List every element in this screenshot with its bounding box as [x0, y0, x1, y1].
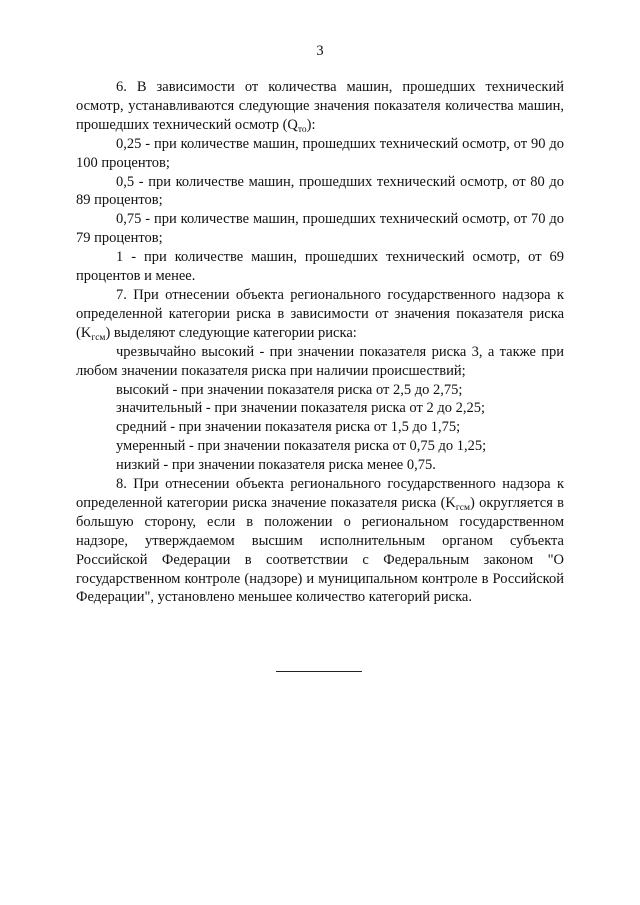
document-body [76, 78, 564, 607]
paragraph-8-tail: ) округляется в большую сторону, если в положении о региональном государственном надзоре, утверждаемом высшим исполнительным органом субъекта Российской Федерации в соответствии с Федеральным законом "О государственном контроле (надзоре) и муниципальном контроле в Российской Федерации", установлено меньшее количество категорий риска. [76, 494, 565, 606]
risk-category-medium: средний - при значении показателя риска от 1,5 до 1,75; [116, 419, 461, 436]
paragraph-8 [76, 475, 564, 607]
k-subscript: гсм [455, 502, 471, 513]
k-subscript: гсм [91, 332, 106, 343]
paragraph-7-intro [76, 286, 564, 343]
paragraph-6-intro-tail: ): [306, 116, 316, 133]
page-number: 3 [316, 43, 324, 59]
paragraph-7-intro-text: 7. При отнесении объекта регионального государственного надзора к определенной категории риска в зависимости от значения показателя риска (K [76, 286, 564, 341]
paragraph-6-intro-text: 6. В зависимости от количества машин, прошедших технический осмотр, устанавливаются следующие значения показателя количества машин, прошедших технический осмотр (Q [76, 79, 564, 133]
risk-category-extremely-high: чрезвычайно высокий - при значении показателя риска 3, а также при любом значении показателя риска при наличии происшествий; [76, 343, 564, 379]
paragraph-7-intro-tail: ) выделяют следующие категории риска: [105, 324, 357, 341]
paragraph-6-value-3: 0,75 - при количестве машин, прошедших технический осмотр, от 70 до 79 процентов; [76, 211, 564, 247]
paragraph-8-intro-text: 8. При отнесении объекта регионального государственного надзора к определенной категории риска значение показателя риска (K [76, 476, 564, 511]
paragraph-6-value-1: 0,25 - при количестве машин, прошедших технический осмотр, от 90 до 100 процентов; [76, 135, 564, 171]
paragraph-6-value-4: 1 - при количестве машин, прошедших технический осмотр, от 69 процентов и менее. [76, 249, 564, 285]
risk-category-significant: значительный - при значении показателя риска от 2 до 2,25; [116, 400, 485, 417]
paragraph-6-intro [76, 78, 564, 135]
risk-category-moderate: умеренный - при значении показателя риска от 0,75 до 1,25; [116, 438, 487, 455]
paragraph-6-value-2: 0,5 - при количестве машин, прошедших технический осмотр, от 80 до 89 процентов; [76, 173, 564, 209]
risk-category-high: высокий - при значении показателя риска от 2,5 до 2,75; [116, 381, 463, 398]
end-of-document-rule [276, 671, 362, 672]
q-subscript: то [297, 124, 307, 135]
risk-category-low: низкий - при значении показателя риска менее 0,75. [116, 457, 436, 474]
